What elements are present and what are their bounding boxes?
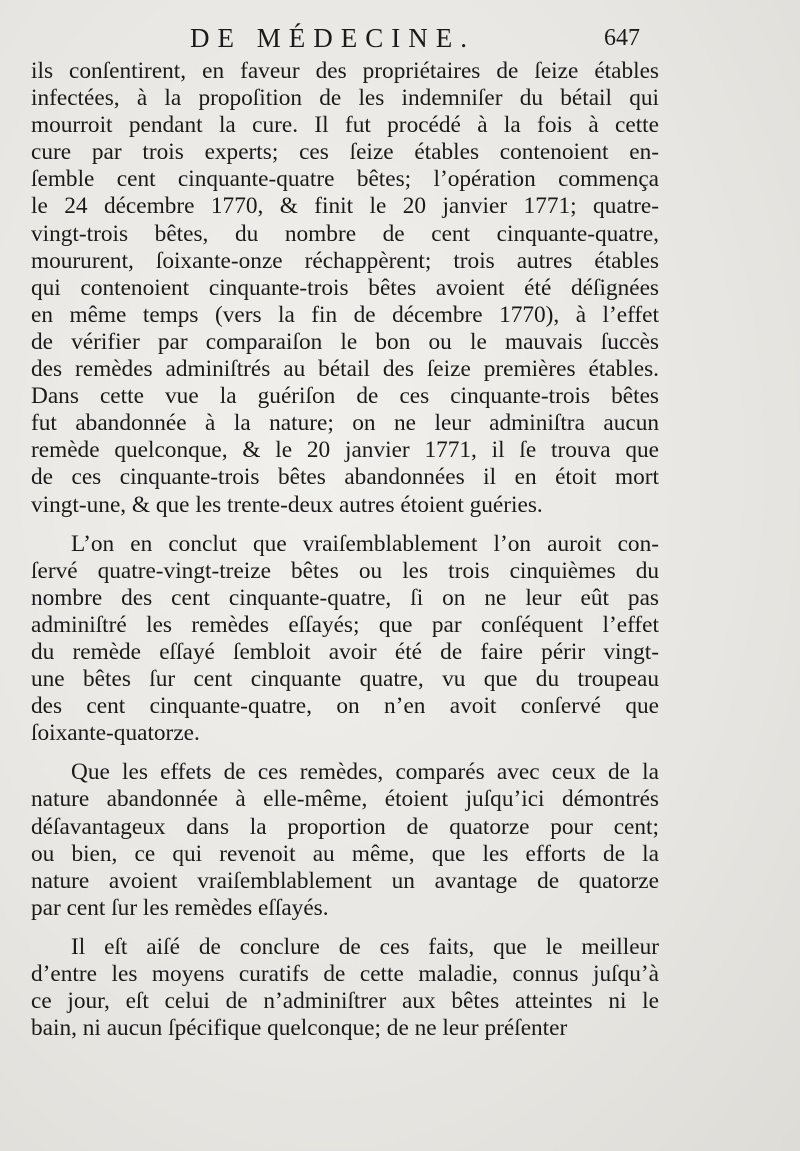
text-line: remède quelconque, & le 20 janvier 1771, il ſe trouva que xyxy=(31,437,659,464)
text-line: par cent ſur les remèdes eſſayés. xyxy=(31,894,329,921)
text-line: une bêtes ſur cent cinquante quatre, vu que du troupeau xyxy=(31,666,659,693)
text-line: Dans cette vue la guériſon de ces cinquante-trois bêtes xyxy=(31,383,659,410)
text-line: nature abandonnée à elle-même, étoient juſqu’ici démontrés xyxy=(31,786,659,813)
paragraph xyxy=(31,58,659,519)
text-line: ce jour, eſt celui de n’adminiſtrer aux bêtes atteintes ni le xyxy=(31,988,659,1015)
text-line: du remède eſſayé ſembloit avoir été de faire périr vingt- xyxy=(31,638,659,665)
text-line: ſoixante-quatorze. xyxy=(31,720,200,747)
text-line: qui contenoient cinquante-trois bêtes avoient été déſignées xyxy=(31,274,659,301)
text-line: de vérifier par comparaiſon le bon ou le mauvais ſuccès xyxy=(31,328,659,355)
page-number: 647 xyxy=(604,25,640,51)
text-line: ſemble cent cinquante-quatre bêtes; l’opération commença xyxy=(31,166,659,193)
text-line: ou bien, ce qui revenoit au même, que les efforts de la xyxy=(31,840,659,867)
text-line: d’entre les moyens curatifs de cette maladie, connus juſqu’à xyxy=(31,961,659,987)
text-line: bain, ni aucun ſpécifique quelconque; de ne leur préſenter xyxy=(31,1015,568,1042)
paragraph xyxy=(31,531,659,748)
text-line: L’on en conclut que vraiſemblablement l’on auroit con- xyxy=(71,530,659,557)
text-line: moururent, ſoixante-onze réchappèrent; trois autres étables xyxy=(31,247,659,274)
running-title: DE MÉDECINE. xyxy=(190,23,475,53)
text-line: Que les effets de ces remèdes, comparés avec ceux de la xyxy=(71,759,659,786)
text-line: adminiſtré les remèdes eſſayés; que par conſéquent l’effet xyxy=(31,611,659,638)
paragraph xyxy=(31,934,659,1042)
text-line: des cent cinquante-quatre, on n’en avoit conſervé que xyxy=(31,693,659,720)
text-line: vingt-une, & que les trente-deux autres étoient guéries. xyxy=(31,491,543,518)
text-line: nombre des cent cinquante-quatre, ſi on ne leur eût pas xyxy=(31,584,659,611)
text-line: fut abandonnée à la nature; on ne leur adminiſtra aucun xyxy=(31,410,659,437)
text-line: en même temps (vers la fin de décembre 1770), à l’effet xyxy=(31,301,659,328)
text-line: infectées, à la propoſition de les indemniſer du bétail qui xyxy=(31,85,659,112)
text-line: ils conſentirent, en faveur des propriétaires de ſeize étables xyxy=(31,58,659,84)
text-line: déſavantageux dans la proportion de quatorze pour cent; xyxy=(31,813,659,840)
text-line: mourroit pendant la cure. Il fut procédé à la fois à cette xyxy=(31,112,659,139)
text-line: nature avoient vraiſemblablement un avantage de quatorze xyxy=(31,867,659,894)
text-line: de ces cinquante-trois bêtes abandonnées il en étoit mort xyxy=(31,464,659,491)
text-line: le 24 décembre 1770, & finit le 20 janvier 1771; quatre- xyxy=(31,193,659,220)
text-line: ſervé quatre-vingt-treize bêtes ou les trois cinquièmes du xyxy=(31,557,659,584)
paragraph xyxy=(31,759,659,922)
text-line: vingt-trois bêtes, du nombre de cent cinquante-quatre, xyxy=(31,220,659,247)
text-line: cure par trois experts; ces ſeize étables contenoient en- xyxy=(31,139,659,166)
text-line: des remèdes adminiſtrés au bétail des ſeize premières étables. xyxy=(31,356,659,383)
body-text xyxy=(31,58,659,1042)
running-head xyxy=(190,22,640,54)
text-line: Il eſt aiſé de conclure de ces faits, que le meilleur xyxy=(71,933,659,960)
